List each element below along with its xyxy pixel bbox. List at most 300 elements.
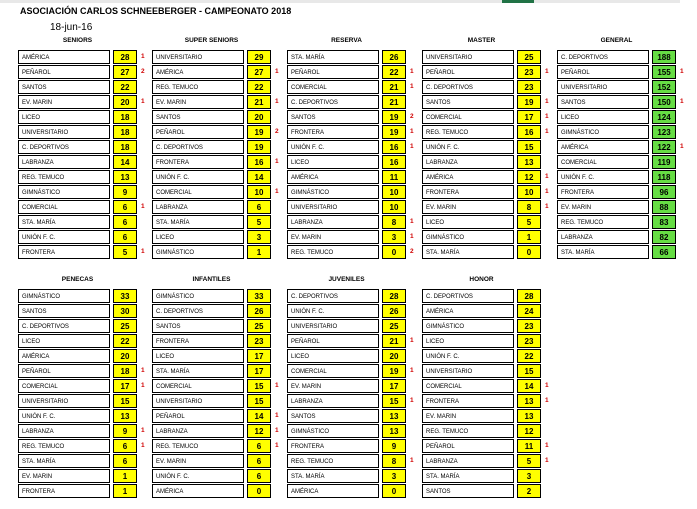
- team-cell[interactable]: STA. MARÍA: [18, 215, 110, 229]
- table-row: [422, 469, 562, 484]
- points-cell[interactable]: 16: [247, 155, 271, 169]
- team-cell[interactable]: C. DEPORTIVOS: [422, 289, 514, 303]
- team-cell[interactable]: EV. MARIN: [18, 469, 110, 483]
- points-cell[interactable]: 21: [382, 80, 406, 94]
- table-row: [287, 319, 427, 334]
- team-cell[interactable]: EV. MARIN: [287, 230, 379, 244]
- points-cell[interactable]: 17: [517, 110, 541, 124]
- points-cell[interactable]: 20: [247, 110, 271, 124]
- team-cell[interactable]: SANTOS: [152, 110, 244, 124]
- team-cell[interactable]: LABRANZA: [287, 394, 379, 408]
- team-cell[interactable]: C. DEPORTIVOS: [152, 140, 244, 154]
- team-cell[interactable]: EV. MARIN: [422, 200, 514, 214]
- team-cell[interactable]: PEÑAROL: [18, 364, 110, 378]
- points-cell[interactable]: 19: [247, 140, 271, 154]
- table-row: [557, 65, 697, 80]
- points-cell[interactable]: 13: [113, 409, 137, 423]
- points-cell[interactable]: 16: [382, 155, 406, 169]
- points-cell[interactable]: 29: [247, 50, 271, 64]
- team-cell[interactable]: LICEO: [422, 334, 514, 348]
- team-cell[interactable]: GIMNÁSTICO: [287, 424, 379, 438]
- table-row: [287, 185, 427, 200]
- points-cell[interactable]: 13: [517, 155, 541, 169]
- table-row: [152, 469, 292, 484]
- team-cell[interactable]: AMÉRICA: [287, 484, 379, 498]
- team-cell[interactable]: REG. TEMUCO: [422, 424, 514, 438]
- points-cell[interactable]: 22: [517, 349, 541, 363]
- team-cell[interactable]: UNIVERSITARIO: [18, 125, 110, 139]
- points-cell[interactable]: 3: [382, 230, 406, 244]
- team-cell[interactable]: AMÉRICA: [152, 484, 244, 498]
- points-cell[interactable]: 14: [247, 170, 271, 184]
- points-cell[interactable]: 124: [652, 110, 676, 124]
- points-cell[interactable]: 3: [517, 469, 541, 483]
- team-cell[interactable]: SANTOS: [287, 110, 379, 124]
- table-row: [18, 200, 158, 215]
- team-cell[interactable]: STA. MARÍA: [557, 245, 649, 259]
- team-cell[interactable]: STA. MARÍA: [152, 215, 244, 229]
- team-cell[interactable]: UNIVERSITARIO: [287, 200, 379, 214]
- points-cell[interactable]: 27: [113, 65, 137, 79]
- team-cell[interactable]: SANTOS: [152, 319, 244, 333]
- points-cell[interactable]: 119: [652, 155, 676, 169]
- team-cell[interactable]: REG. TEMUCO: [287, 454, 379, 468]
- team-cell[interactable]: LICEO: [152, 230, 244, 244]
- team-cell[interactable]: COMERCIAL: [152, 185, 244, 199]
- table-row: [422, 50, 562, 65]
- table-row: [18, 110, 158, 125]
- team-cell[interactable]: COMERCIAL: [18, 200, 110, 214]
- team-cell[interactable]: REG. TEMUCO: [18, 170, 110, 184]
- team-cell[interactable]: UNIVERSITARIO: [287, 319, 379, 333]
- points-cell[interactable]: 0: [382, 245, 406, 259]
- points-cell[interactable]: 122: [652, 140, 676, 154]
- points-cell[interactable]: 15: [382, 394, 406, 408]
- points-cell[interactable]: 10: [382, 185, 406, 199]
- team-cell[interactable]: SANTOS: [287, 409, 379, 423]
- team-cell[interactable]: PEÑAROL: [287, 65, 379, 79]
- team-cell[interactable]: SANTOS: [557, 95, 649, 109]
- points-cell[interactable]: 2: [517, 484, 541, 498]
- points-cell[interactable]: 9: [113, 424, 137, 438]
- points-cell[interactable]: 0: [247, 484, 271, 498]
- team-cell[interactable]: UNIÓN F. C.: [557, 170, 649, 184]
- team-cell[interactable]: LABRANZA: [287, 215, 379, 229]
- points-cell[interactable]: 188: [652, 50, 676, 64]
- table-heading: RESERVA: [331, 37, 362, 44]
- team-cell[interactable]: UNIÓN F. C.: [152, 469, 244, 483]
- points-cell[interactable]: 6: [113, 215, 137, 229]
- table-row: [18, 409, 158, 424]
- points-cell[interactable]: 11: [517, 439, 541, 453]
- team-cell[interactable]: SANTOS: [422, 484, 514, 498]
- marker-cell: 1: [680, 98, 684, 105]
- team-cell[interactable]: STA. MARÍA: [287, 50, 379, 64]
- table-row: [152, 424, 292, 439]
- points-cell[interactable]: 0: [382, 484, 406, 498]
- points-cell[interactable]: 18: [113, 110, 137, 124]
- team-cell[interactable]: REG. TEMUCO: [152, 80, 244, 94]
- team-cell[interactable]: C. DEPORTIVOS: [287, 289, 379, 303]
- points-cell[interactable]: 25: [113, 319, 137, 333]
- table-row: [287, 424, 427, 439]
- points-cell[interactable]: 12: [517, 424, 541, 438]
- team-cell[interactable]: GIMNÁSTICO: [287, 185, 379, 199]
- team-cell[interactable]: UNIÓN F. C.: [287, 304, 379, 318]
- team-cell[interactable]: PEÑAROL: [422, 65, 514, 79]
- points-cell[interactable]: 19: [517, 95, 541, 109]
- points-cell[interactable]: 19: [382, 125, 406, 139]
- points-cell[interactable]: 155: [652, 65, 676, 79]
- team-cell[interactable]: C. DEPORTIVOS: [557, 50, 649, 64]
- team-cell[interactable]: UNIÓN F. C.: [18, 230, 110, 244]
- marker-cell: 1: [141, 203, 145, 210]
- table-row: [18, 125, 158, 140]
- table-row: [152, 155, 292, 170]
- points-cell[interactable]: 123: [652, 125, 676, 139]
- points-cell[interactable]: 23: [247, 334, 271, 348]
- points-cell[interactable]: 150: [652, 95, 676, 109]
- points-cell[interactable]: 13: [517, 394, 541, 408]
- team-cell[interactable]: GIMNÁSTICO: [152, 245, 244, 259]
- points-cell[interactable]: 22: [247, 80, 271, 94]
- points-cell[interactable]: 24: [517, 304, 541, 318]
- points-cell[interactable]: 26: [247, 304, 271, 318]
- points-cell[interactable]: 6: [113, 439, 137, 453]
- team-cell[interactable]: LABRANZA: [18, 424, 110, 438]
- marker-cell: 1: [545, 173, 549, 180]
- team-cell[interactable]: UNIVERSITARIO: [18, 394, 110, 408]
- points-cell[interactable]: 14: [247, 409, 271, 423]
- points-cell[interactable]: 11: [382, 170, 406, 184]
- table-row: [287, 50, 427, 65]
- team-cell[interactable]: REG. TEMUCO: [422, 125, 514, 139]
- points-cell[interactable]: 3: [382, 469, 406, 483]
- team-cell[interactable]: FRONTERA: [422, 185, 514, 199]
- team-cell[interactable]: PEÑAROL: [557, 65, 649, 79]
- table-row: [287, 110, 427, 125]
- team-cell[interactable]: EV. MARIN: [422, 409, 514, 423]
- points-cell[interactable]: 22: [113, 334, 137, 348]
- points-cell[interactable]: 1: [113, 469, 137, 483]
- team-cell[interactable]: GIMNÁSTICO: [557, 125, 649, 139]
- points-cell[interactable]: 6: [247, 200, 271, 214]
- team-cell[interactable]: SANTOS: [18, 304, 110, 318]
- team-cell[interactable]: LABRANZA: [422, 454, 514, 468]
- table-row: [152, 349, 292, 364]
- points-cell[interactable]: 21: [382, 95, 406, 109]
- team-cell[interactable]: LICEO: [18, 110, 110, 124]
- team-cell[interactable]: EV. MARIN: [287, 379, 379, 393]
- points-cell[interactable]: 16: [517, 125, 541, 139]
- team-cell[interactable]: AMÉRICA: [152, 65, 244, 79]
- marker-cell: 1: [545, 442, 549, 449]
- marker-cell: 1: [410, 143, 414, 150]
- points-cell[interactable]: 26: [382, 304, 406, 318]
- team-cell[interactable]: UNIÓN F. C.: [18, 409, 110, 423]
- points-cell[interactable]: 18: [113, 125, 137, 139]
- points-cell[interactable]: 17: [247, 349, 271, 363]
- table-row: [287, 454, 427, 469]
- points-cell[interactable]: 33: [247, 289, 271, 303]
- points-cell[interactable]: 12: [517, 170, 541, 184]
- points-cell[interactable]: 6: [113, 230, 137, 244]
- points-cell[interactable]: 1: [113, 484, 137, 498]
- points-cell[interactable]: 1: [247, 245, 271, 259]
- team-cell[interactable]: COMERCIAL: [152, 379, 244, 393]
- points-cell[interactable]: 19: [382, 364, 406, 378]
- table-row: [422, 379, 562, 394]
- points-cell[interactable]: 20: [382, 349, 406, 363]
- points-cell[interactable]: 15: [113, 394, 137, 408]
- team-cell[interactable]: C. DEPORTIVOS: [18, 140, 110, 154]
- points-cell[interactable]: 6: [113, 454, 137, 468]
- points-cell[interactable]: 23: [517, 334, 541, 348]
- table-row: [287, 289, 427, 304]
- team-cell[interactable]: COMERCIAL: [422, 110, 514, 124]
- team-cell[interactable]: AMÉRICA: [18, 50, 110, 64]
- table-row: [557, 155, 697, 170]
- points-cell[interactable]: 8: [382, 454, 406, 468]
- points-cell[interactable]: 6: [113, 200, 137, 214]
- team-cell[interactable]: C. DEPORTIVOS: [422, 80, 514, 94]
- team-cell[interactable]: PEÑAROL: [152, 409, 244, 423]
- team-cell[interactable]: UNIVERSITARIO: [557, 80, 649, 94]
- points-cell[interactable]: 12: [247, 424, 271, 438]
- points-cell[interactable]: 13: [517, 409, 541, 423]
- team-cell[interactable]: STA. MARÍA: [422, 245, 514, 259]
- points-cell[interactable]: 13: [382, 424, 406, 438]
- team-cell[interactable]: LICEO: [422, 215, 514, 229]
- team-cell[interactable]: UNIVERSITARIO: [422, 364, 514, 378]
- points-cell[interactable]: 23: [517, 319, 541, 333]
- points-cell[interactable]: 6: [247, 439, 271, 453]
- team-cell[interactable]: PEÑAROL: [287, 334, 379, 348]
- points-cell[interactable]: 8: [382, 215, 406, 229]
- points-cell[interactable]: 15: [247, 394, 271, 408]
- table-row: [557, 200, 697, 215]
- points-cell[interactable]: 20: [113, 349, 137, 363]
- team-cell[interactable]: FRONTERA: [287, 125, 379, 139]
- team-cell[interactable]: EV. MARIN: [557, 200, 649, 214]
- points-cell[interactable]: 30: [113, 304, 137, 318]
- points-cell[interactable]: 66: [652, 245, 676, 259]
- team-cell[interactable]: FRONTERA: [287, 439, 379, 453]
- team-cell[interactable]: STA. MARÍA: [287, 469, 379, 483]
- team-cell[interactable]: LICEO: [557, 110, 649, 124]
- table-row: [422, 484, 562, 499]
- points-cell[interactable]: 13: [113, 170, 137, 184]
- team-cell[interactable]: UNIÓN F. C.: [287, 140, 379, 154]
- points-cell[interactable]: 5: [517, 215, 541, 229]
- points-cell[interactable]: 17: [113, 379, 137, 393]
- points-cell[interactable]: 18: [113, 140, 137, 154]
- team-cell[interactable]: LABRANZA: [422, 155, 514, 169]
- points-cell[interactable]: 17: [247, 364, 271, 378]
- team-cell[interactable]: LABRANZA: [18, 155, 110, 169]
- points-cell[interactable]: 83: [652, 215, 676, 229]
- team-cell[interactable]: COMERCIAL: [287, 80, 379, 94]
- points-cell[interactable]: 19: [382, 110, 406, 124]
- team-cell[interactable]: UNIVERSITARIO: [152, 394, 244, 408]
- team-cell[interactable]: UNIÓN F. C.: [422, 349, 514, 363]
- team-cell[interactable]: UNIÓN F. C.: [152, 170, 244, 184]
- team-cell[interactable]: EV. MARIN: [152, 454, 244, 468]
- points-cell[interactable]: 10: [382, 200, 406, 214]
- team-cell[interactable]: PEÑAROL: [152, 125, 244, 139]
- team-cell[interactable]: C. DEPORTIVOS: [287, 95, 379, 109]
- team-cell[interactable]: PEÑAROL: [18, 65, 110, 79]
- team-cell[interactable]: STA. MARÍA: [152, 364, 244, 378]
- table-row: [18, 454, 158, 469]
- team-cell[interactable]: FRONTERA: [18, 245, 110, 259]
- team-cell[interactable]: C. DEPORTIVOS: [18, 319, 110, 333]
- team-cell[interactable]: C. DEPORTIVOS: [152, 304, 244, 318]
- table-row: [422, 439, 562, 454]
- team-cell[interactable]: REG. TEMUCO: [18, 439, 110, 453]
- table-row: [152, 50, 292, 65]
- points-cell[interactable]: 5: [517, 454, 541, 468]
- team-cell[interactable]: COMERCIAL: [557, 155, 649, 169]
- points-cell[interactable]: 9: [113, 185, 137, 199]
- points-cell[interactable]: 26: [382, 50, 406, 64]
- points-cell[interactable]: 0: [517, 245, 541, 259]
- points-cell[interactable]: 6: [247, 469, 271, 483]
- points-cell[interactable]: 15: [517, 364, 541, 378]
- team-cell[interactable]: GIMNÁSTICO: [422, 319, 514, 333]
- points-cell[interactable]: 118: [652, 170, 676, 184]
- team-cell[interactable]: FRONTERA: [152, 334, 244, 348]
- team-cell[interactable]: FRONTERA: [152, 155, 244, 169]
- team-cell[interactable]: REG. TEMUCO: [152, 439, 244, 453]
- team-cell[interactable]: LICEO: [287, 155, 379, 169]
- points-cell[interactable]: 16: [382, 140, 406, 154]
- team-cell[interactable]: REG. TEMUCO: [557, 215, 649, 229]
- points-cell[interactable]: 82: [652, 230, 676, 244]
- team-cell[interactable]: GIMNÁSTICO: [18, 289, 110, 303]
- points-cell[interactable]: 33: [113, 289, 137, 303]
- points-cell[interactable]: 28: [517, 289, 541, 303]
- team-cell[interactable]: LICEO: [287, 349, 379, 363]
- points-cell[interactable]: 14: [517, 379, 541, 393]
- table-row: [18, 65, 158, 80]
- points-cell[interactable]: 15: [517, 140, 541, 154]
- points-cell[interactable]: 96: [652, 185, 676, 199]
- marker-cell: 2: [410, 248, 414, 255]
- selected-cell-edge: [502, 0, 534, 3]
- team-cell[interactable]: UNIÓN F. C.: [422, 140, 514, 154]
- team-cell[interactable]: GIMNÁSTICO: [152, 289, 244, 303]
- points-cell[interactable]: 13: [382, 409, 406, 423]
- points-cell[interactable]: 21: [247, 95, 271, 109]
- table-row: [422, 80, 562, 95]
- points-cell[interactable]: 10: [517, 185, 541, 199]
- points-cell[interactable]: 15: [247, 379, 271, 393]
- table-row: [152, 289, 292, 304]
- team-cell[interactable]: LABRANZA: [152, 424, 244, 438]
- team-cell[interactable]: AMÉRICA: [18, 349, 110, 363]
- points-cell[interactable]: 1: [517, 230, 541, 244]
- team-cell[interactable]: GIMNÁSTICO: [18, 185, 110, 199]
- team-cell[interactable]: COMERCIAL: [18, 379, 110, 393]
- points-cell[interactable]: 18: [113, 364, 137, 378]
- team-cell[interactable]: EV. MARIN: [18, 95, 110, 109]
- table-row: [422, 200, 562, 215]
- points-cell[interactable]: 20: [113, 95, 137, 109]
- team-cell[interactable]: COMERCIAL: [287, 364, 379, 378]
- team-cell[interactable]: GIMNÁSTICO: [422, 230, 514, 244]
- team-cell[interactable]: LABRANZA: [557, 230, 649, 244]
- table-row: [152, 319, 292, 334]
- table-row: [18, 424, 158, 439]
- points-cell[interactable]: 21: [382, 334, 406, 348]
- points-cell[interactable]: 5: [247, 215, 271, 229]
- points-cell[interactable]: 19: [247, 125, 271, 139]
- team-cell[interactable]: FRONTERA: [557, 185, 649, 199]
- team-cell[interactable]: REG. TEMUCO: [287, 245, 379, 259]
- team-cell[interactable]: STA. MARÍA: [18, 454, 110, 468]
- points-cell[interactable]: 23: [517, 65, 541, 79]
- team-cell[interactable]: UNIVERSITARIO: [422, 50, 514, 64]
- team-cell[interactable]: SANTOS: [18, 80, 110, 94]
- points-cell[interactable]: 28: [382, 289, 406, 303]
- points-cell[interactable]: 5: [113, 245, 137, 259]
- points-cell[interactable]: 3: [247, 230, 271, 244]
- team-cell[interactable]: AMÉRICA: [287, 170, 379, 184]
- points-cell[interactable]: 8: [517, 200, 541, 214]
- points-cell[interactable]: 10: [247, 185, 271, 199]
- table-heading: HONOR: [469, 276, 494, 283]
- team-cell[interactable]: AMÉRICA: [557, 140, 649, 154]
- points-cell[interactable]: 17: [382, 379, 406, 393]
- points-cell[interactable]: 23: [517, 80, 541, 94]
- table-row: [18, 439, 158, 454]
- points-cell[interactable]: 22: [113, 80, 137, 94]
- team-cell[interactable]: EV. MARIN: [152, 95, 244, 109]
- points-cell[interactable]: 22: [382, 65, 406, 79]
- points-cell[interactable]: 25: [247, 319, 271, 333]
- points-cell[interactable]: 6: [247, 454, 271, 468]
- team-cell[interactable]: SANTOS: [422, 95, 514, 109]
- team-cell[interactable]: LICEO: [18, 334, 110, 348]
- team-cell[interactable]: COMERCIAL: [422, 379, 514, 393]
- points-cell[interactable]: 9: [382, 439, 406, 453]
- table-row: [287, 484, 427, 499]
- points-cell[interactable]: 27: [247, 65, 271, 79]
- team-cell[interactable]: PEÑAROL: [422, 439, 514, 453]
- table-row: [287, 170, 427, 185]
- table-row: [287, 155, 427, 170]
- points-cell[interactable]: 28: [113, 50, 137, 64]
- team-cell[interactable]: LICEO: [152, 349, 244, 363]
- team-cell[interactable]: FRONTERA: [18, 484, 110, 498]
- table-row: [18, 334, 158, 349]
- team-cell[interactable]: AMÉRICA: [422, 170, 514, 184]
- points-cell[interactable]: 152: [652, 80, 676, 94]
- team-cell[interactable]: LABRANZA: [152, 200, 244, 214]
- points-cell[interactable]: 25: [517, 50, 541, 64]
- table-heading: GENERAL: [600, 37, 633, 44]
- points-cell[interactable]: 88: [652, 200, 676, 214]
- table-row: [152, 394, 292, 409]
- table-row: [152, 125, 292, 140]
- points-cell[interactable]: 25: [382, 319, 406, 333]
- team-cell[interactable]: STA. MARÍA: [422, 469, 514, 483]
- team-cell[interactable]: AMÉRICA: [422, 304, 514, 318]
- team-cell[interactable]: FRONTERA: [422, 394, 514, 408]
- team-cell[interactable]: UNIVERSITARIO: [152, 50, 244, 64]
- points-cell[interactable]: 14: [113, 155, 137, 169]
